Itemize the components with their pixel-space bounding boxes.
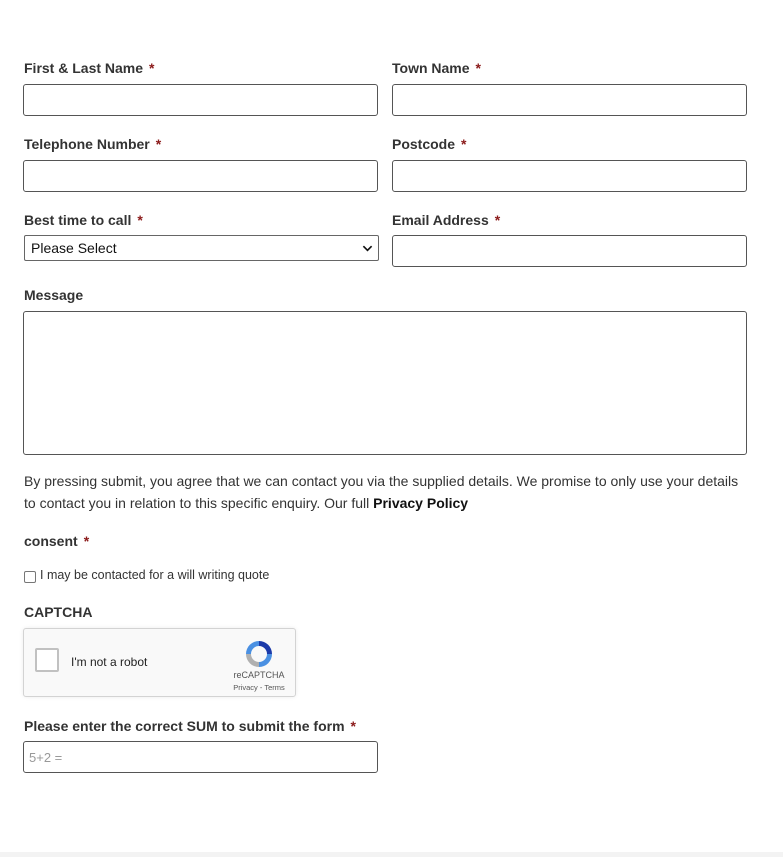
recaptcha-terms-link[interactable]: Terms (264, 683, 285, 692)
email-input[interactable] (392, 235, 747, 267)
best-time-select[interactable] (24, 235, 379, 261)
best-time-selected-value: Please Select (31, 240, 117, 256)
consent-notice: By pressing submit, you agree that we can contact you via the supplied details. We promise to only use your details to contact you in relation to this specific enquiry. Our full Privacy Policy (24, 473, 739, 511)
phone-label: Telephone Number * (24, 136, 162, 152)
recaptcha-logo-icon (243, 638, 275, 670)
chevron-down-icon (362, 243, 373, 254)
required-marker: * (137, 212, 143, 228)
sum-placeholder: 5+2 = (29, 750, 63, 765)
recaptcha-brand: reCAPTCHA (233, 670, 285, 680)
required-marker: * (461, 136, 467, 152)
town-input[interactable] (392, 84, 747, 116)
name-label: First & Last Name * (24, 60, 155, 76)
recaptcha-checkbox[interactable] (35, 648, 59, 672)
recaptcha-checkbox-label: I'm not a robot (71, 655, 148, 669)
name-input[interactable] (23, 84, 378, 116)
message-label: Message (24, 287, 84, 303)
required-marker: * (350, 718, 356, 734)
phone-input[interactable] (23, 160, 378, 192)
required-marker: * (83, 533, 90, 549)
message-textarea[interactable] (23, 311, 747, 455)
recaptcha-separator: - (259, 683, 263, 692)
required-marker: * (494, 212, 501, 228)
email-label: Email Address * (392, 212, 501, 228)
privacy-policy-link[interactable]: Privacy Policy (373, 495, 469, 511)
captcha-label: CAPTCHA (24, 604, 93, 620)
consent-label: consent * (24, 533, 90, 549)
footer-strip (0, 852, 783, 857)
recaptcha-links (224, 683, 294, 692)
best-time-label: Best time to call * (24, 212, 143, 228)
recaptcha-privacy-link[interactable]: Privacy (233, 683, 258, 692)
consent-checkbox-label[interactable]: I may be contacted for a will writing quote (40, 568, 270, 582)
required-marker: * (155, 136, 162, 152)
sum-input[interactable] (23, 741, 378, 773)
required-marker: * (475, 60, 481, 76)
postcode-label: Postcode * (392, 136, 467, 152)
consent-checkbox[interactable] (24, 571, 36, 583)
required-marker: * (149, 60, 155, 76)
recaptcha-widget (23, 628, 296, 697)
town-label: Town Name * (392, 60, 481, 76)
postcode-input[interactable] (392, 160, 747, 192)
sum-label: Please enter the correct SUM to submit the form * (24, 718, 356, 734)
